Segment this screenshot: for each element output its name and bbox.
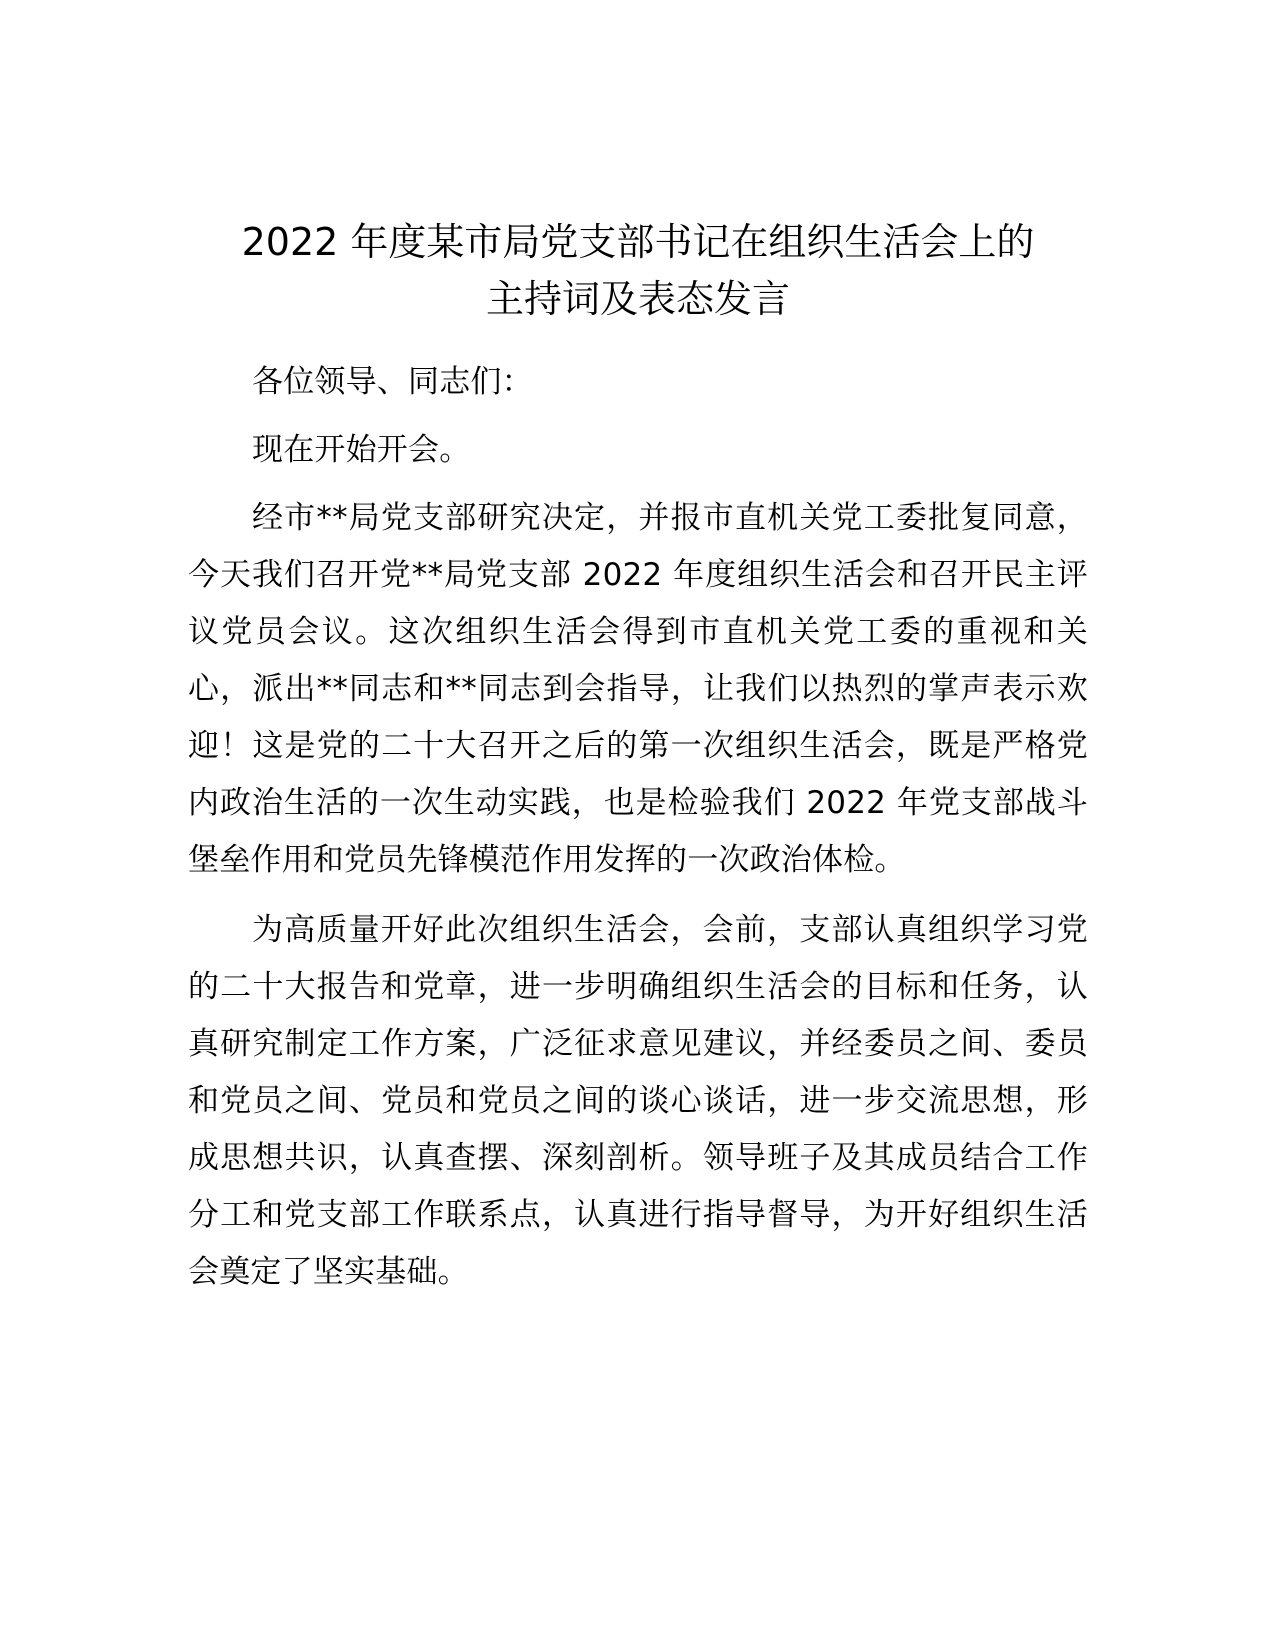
document-title: [180, 214, 1096, 328]
opening-paragraph: 现在开始开会。: [252, 432, 471, 468]
salutation-paragraph: 各位领导、同志们：: [252, 364, 533, 400]
body-paragraph-1: 经市**局党支部研究决定，并报市直机关党工委批复同意，今天我们召开党**局党支部 2022 年度组织生活会和召开民主评议党员会议。这次组织生活会得到市直机关党工委的重视和关心，派出**同志和**同志到会指导，让我们以热烈的掌声表示欢迎！这是党的二十大召开之后的第一次组织生活会，既是严格党内政治生活的一次生动实践，也是检验我们 2022 年党支部战斗堡垒作用和党员先锋模范作用发挥的一次政治体检。: [188, 500, 1088, 878]
title-line-2: 主持词及表态发言: [485, 277, 790, 321]
body-paragraph-2: 为高质量开好此次组织生活会，会前，支部认真组织学习党的二十大报告和党章，进一步明确组织生活会的目标和任务，认真研究制定工作方案，广泛征求意见建议，并经委员之间、委员和党员之间、党员和党员之间的谈心谈话，进一步交流思想，形成思想共识，认真查摆、深刻剖析。领导班子及其成员结合工作分工和党支部工作联系点，认真进行指导督导，为开好组织生活会奠定了坚实基础。: [188, 912, 1088, 1290]
document-body: [188, 354, 1088, 1301]
title-line-1: 2022 年度某市局党支部书记在组织生活会上的: [241, 220, 1035, 264]
